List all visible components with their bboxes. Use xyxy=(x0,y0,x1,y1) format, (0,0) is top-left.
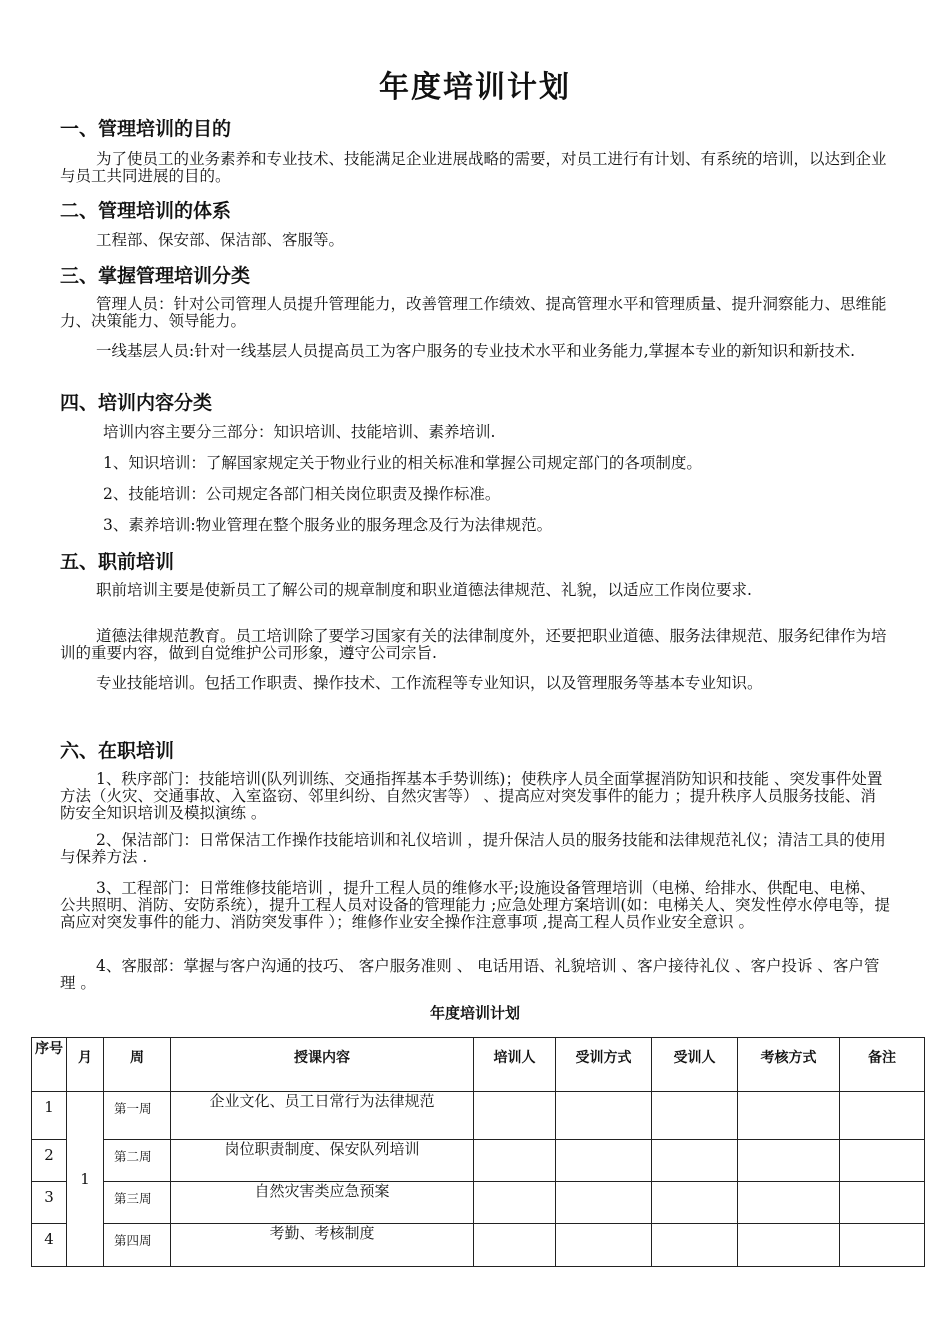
row-number: 3 xyxy=(32,1182,67,1224)
table-row xyxy=(32,1224,925,1267)
section-heading-pre-job: 五、职前培训 xyxy=(60,551,175,573)
section-paragraph: 培训内容主要分三部分：知识培训、技能培训、素养培训. xyxy=(103,423,496,441)
assessment-cell xyxy=(738,1092,840,1140)
trainer-cell xyxy=(474,1092,556,1140)
training-method-cell xyxy=(556,1092,652,1140)
section-paragraph: 一线基层人员:针对一线基层人员提高员工为客户服务的专业技术水平和业务能力,掌握本专业的新知识和新技术. xyxy=(96,342,856,360)
week-cell: 第二周 xyxy=(104,1140,171,1182)
section-paragraph: 职前培训主要是使新员工了解公司的规章制度和职业道德法律规范、礼貌，以适应工作岗位要求. xyxy=(96,581,752,599)
trainee-cell xyxy=(652,1224,738,1267)
section-heading-system: 二、管理培训的体系 xyxy=(60,200,232,222)
row-number: 1 xyxy=(32,1092,67,1140)
section-paragraph: 1、知识培训：了解国家规定关于物业行业的相关标准和掌握公司规定部门的各项制度。 xyxy=(103,454,702,472)
section-heading-content-types: 四、培训内容分类 xyxy=(60,392,213,414)
row-number: 2 xyxy=(32,1140,67,1182)
table-row xyxy=(32,1140,925,1182)
column-header-training-method: 受训方式 xyxy=(556,1038,652,1092)
section-paragraph: 为了使员工的业务素养和专业技术、技能满足企业进展战略的需要，对员工进行有计划、有系统的培训，以达到企业与员工共同进展的目的。 xyxy=(60,150,887,185)
content-cell: 岗位职责制度、保安队列培训 xyxy=(171,1140,474,1182)
page-title: 年度培训计划 xyxy=(379,70,571,105)
section-heading-on-job: 六、在职培训 xyxy=(60,740,175,762)
trainer-cell xyxy=(474,1140,556,1182)
assessment-cell xyxy=(738,1182,840,1224)
section-heading-classification: 三、掌握管理培训分类 xyxy=(60,265,251,287)
table-row xyxy=(32,1182,925,1224)
row-number: 4 xyxy=(32,1224,67,1267)
week-cell: 第四周 xyxy=(104,1224,171,1267)
trainer-cell xyxy=(474,1224,556,1267)
column-header-no: 序号 xyxy=(32,1038,67,1092)
trainer-cell xyxy=(474,1182,556,1224)
trainee-cell xyxy=(652,1092,738,1140)
training-method-cell xyxy=(556,1182,652,1224)
column-header-trainer: 培训人 xyxy=(474,1038,556,1092)
content-cell: 企业文化、员工日常行为法律规范 xyxy=(171,1092,474,1140)
content-cell: 自然灾害类应急预案 xyxy=(171,1182,474,1224)
section-paragraph: 道德法律规范教育。员工培训除了要学习国家有关的法律制度外，还要把职业道德、服务法律规范、服务纪律作为培训的重要内容，做到自觉维护公司形象，遵守公司宗旨. xyxy=(60,627,887,662)
table-title: 年度培训计划 xyxy=(429,1004,520,1022)
column-header-week: 周 xyxy=(104,1038,171,1092)
trainee-cell xyxy=(652,1182,738,1224)
section-paragraph: 专业技能培训。包括工作职责、操作技术、工作流程等专业知识，以及管理服务等基本专业知识。 xyxy=(96,674,763,692)
month-cell: 1 xyxy=(67,1092,104,1267)
training-method-cell xyxy=(556,1140,652,1182)
trainee-cell xyxy=(652,1140,738,1182)
column-header-content: 授课内容 xyxy=(171,1038,474,1092)
table-row xyxy=(32,1092,925,1140)
remarks-cell xyxy=(840,1224,925,1267)
section-paragraph: 3、素养培训:物业管理在整个服务业的服务理念及行为法律规范。 xyxy=(103,516,553,534)
week-cell: 第三周 xyxy=(104,1182,171,1224)
section-paragraph: 管理人员：针对公司管理人员提升管理能力，改善管理工作绩效、提高管理水平和管理质量、提升洞察能力、思维能力、决策能力、领导能力。 xyxy=(60,295,887,330)
content-cell: 考勤、考核制度 xyxy=(171,1224,474,1267)
table-header-row xyxy=(32,1038,925,1092)
remarks-cell xyxy=(840,1140,925,1182)
section-paragraph: 4、客服部：掌握与客户沟通的技巧、 客户服务准则 、 电话用语、礼貌培训 、客户接待礼仪 、客户投诉 、客户管理 。 xyxy=(60,957,880,992)
section-heading-purpose: 一、管理培训的目的 xyxy=(60,118,232,140)
section-paragraph: 1、秩序部门：技能培训(队列训练、交通指挥基本手势训练)；使秩序人员全面掌握消防知识和技能 、突发事件处置方法（火灾、交通事故、入室盗窃、邻里纠纷、自然灾害等） 、提高应对突发事件的能力 ；提升秩序人员服务技能、消防安全知识培训及模拟演练 。 xyxy=(60,770,883,822)
column-header-trainee: 受训人 xyxy=(652,1038,738,1092)
remarks-cell xyxy=(840,1092,925,1140)
week-cell: 第一周 xyxy=(104,1092,171,1140)
section-paragraph: 3、工程部门：日常维修技能培训 ，提升工程人员的维修水平;设施设备管理培训（电梯、给排水、供配电、电梯、公共照明、消防、安防系统），提升工程人员对设备的管理能力 ;应急处理方案培训(如：电梯关人、突发性停水停电等，提高应对突发事件的能力、消防突发事件 ）；维修作业安全操作注意事项 ,提高工程人员作业安全意识 。 xyxy=(60,879,890,931)
column-header-remarks: 备注 xyxy=(840,1038,925,1092)
training-plan-table xyxy=(31,1037,925,1267)
assessment-cell xyxy=(738,1140,840,1182)
section-paragraph: 工程部、保安部、保洁部、客服等。 xyxy=(96,231,345,249)
section-paragraph: 2、技能培训：公司规定各部门相关岗位职责及操作标准。 xyxy=(103,485,501,503)
column-header-assessment: 考核方式 xyxy=(738,1038,840,1092)
column-header-month: 月 xyxy=(67,1038,104,1092)
section-paragraph: 2、保洁部门：日常保洁工作操作技能培训和礼仪培训 ，提升保洁人员的服务技能和法律规范礼仪；清洁工具的使用与保养方法 . xyxy=(60,831,886,866)
assessment-cell xyxy=(738,1224,840,1267)
training-method-cell xyxy=(556,1224,652,1267)
remarks-cell xyxy=(840,1182,925,1224)
